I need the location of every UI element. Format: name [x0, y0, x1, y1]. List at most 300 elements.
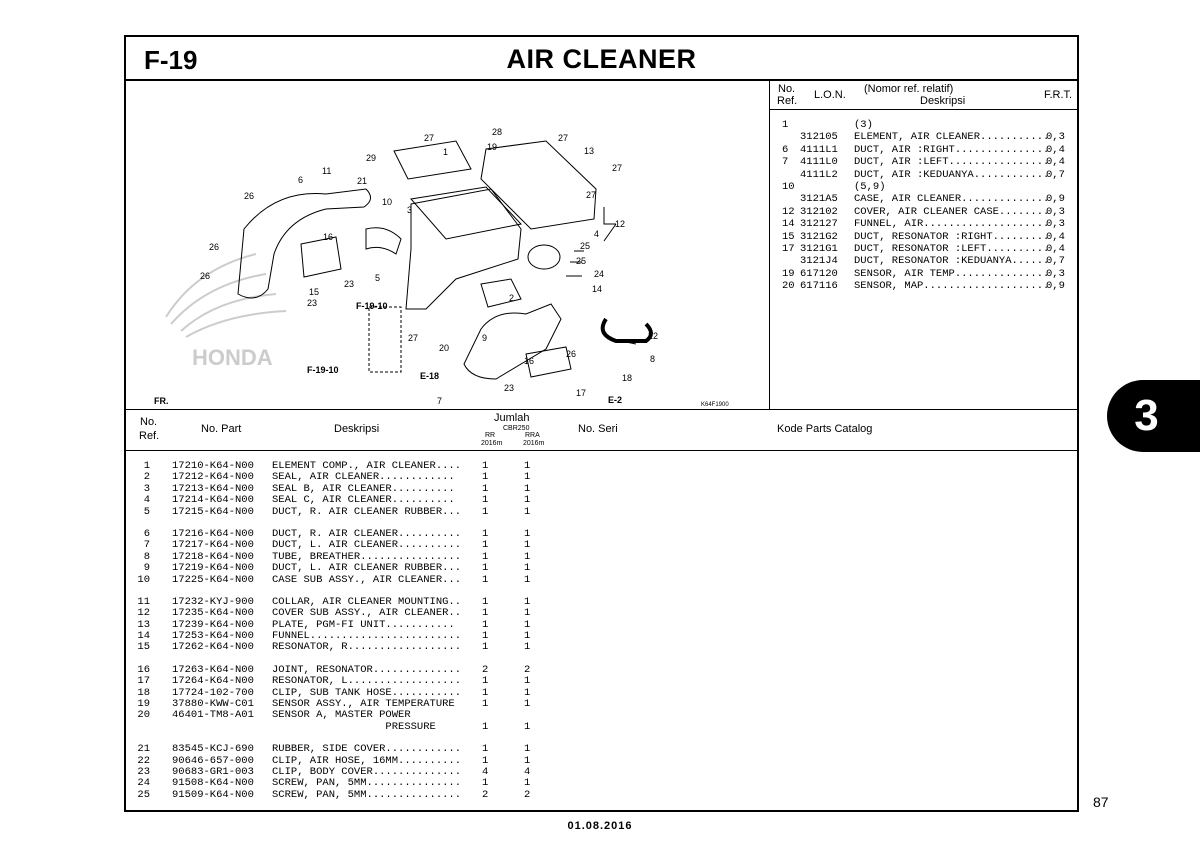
parts-header-part: No. Part: [201, 423, 242, 435]
callout-label: 13: [584, 146, 595, 156]
duct-rubber-part: [366, 228, 401, 254]
lon-row: [770, 119, 1077, 131]
part-rra: 1: [524, 460, 531, 472]
part-part: 17213-K64-N00: [172, 482, 254, 495]
part-part: 90646-657-000: [172, 754, 254, 767]
lon-row: [770, 268, 1077, 280]
lon-frt: 0,4: [1046, 242, 1065, 255]
part-rr: 1: [482, 630, 489, 643]
part-rra: 1: [524, 595, 531, 608]
callout-label: 24: [594, 269, 605, 279]
lon-frt: 0,4: [1046, 156, 1065, 169]
part-desc: PRESSURE: [272, 720, 436, 733]
part-ref: 20: [137, 709, 150, 722]
callout-label: 8: [650, 354, 656, 364]
part-ref: 22: [137, 754, 150, 767]
part-rra: 1: [524, 562, 531, 575]
part-desc: RESONATOR, L..................: [272, 675, 462, 688]
lon-lon: 312105: [800, 131, 838, 144]
callout-label: 22: [648, 331, 659, 341]
lon-lon: 4111L1: [800, 143, 838, 156]
lon-table: [770, 79, 1077, 409]
lon-row: [770, 255, 1077, 267]
lon-frt: 0,9: [1046, 280, 1065, 293]
part-rr: 1: [482, 754, 489, 767]
callout-label: 29: [366, 153, 377, 163]
lon-desc: (5,9): [854, 180, 886, 193]
parts-table-body: [126, 461, 1077, 801]
part-part: 46401-TM8-A01: [172, 709, 254, 722]
callout-label: 26: [209, 242, 220, 252]
part-ref: 4: [143, 494, 150, 507]
callout-label: 26: [200, 271, 211, 281]
part-part: 17235-K64-N00: [172, 607, 254, 620]
part-rra: 1: [524, 505, 531, 518]
part-ref: 17: [137, 675, 150, 688]
page-title: AIR CLEANER: [506, 44, 697, 74]
lon-ref: 7: [782, 156, 789, 169]
parts-header-seri: No. Seri: [578, 423, 618, 435]
part-desc: COVER SUB ASSY., AIR CLEANER..: [272, 607, 462, 620]
part-desc: FUNNEL........................: [272, 630, 462, 643]
part-desc: SENSOR ASSY., AIR TEMPERATURE: [272, 698, 455, 711]
lon-row: [770, 243, 1077, 255]
lon-table-header: [770, 79, 1077, 110]
part-rr: 1: [482, 505, 489, 518]
part-row: [126, 575, 1077, 586]
lon-row: [770, 218, 1077, 230]
part-row: [126, 507, 1077, 518]
air-case-part: [406, 189, 521, 309]
lon-frt: 0,4: [1046, 143, 1065, 156]
lon-lon: 312102: [800, 205, 838, 218]
callout-label: 12: [615, 219, 626, 229]
lon-row: [770, 144, 1077, 156]
part-desc: DUCT, R. AIR CLEANER..........: [272, 527, 462, 540]
part-ref: 21: [137, 743, 150, 756]
part-desc: JOINT, RESONATOR..............: [272, 663, 462, 676]
part-rr: 1: [482, 720, 489, 733]
callout-label: 21: [357, 176, 368, 186]
part-ref: 9: [143, 562, 150, 575]
lon-row: [770, 193, 1077, 205]
callout-label: 27: [424, 133, 435, 143]
resonator-right-part: [301, 237, 341, 277]
lon-ref: 14: [782, 218, 795, 231]
chapter-tab: 3: [1107, 380, 1200, 452]
part-row: [126, 688, 1077, 699]
lon-lon: 4111L2: [800, 168, 838, 181]
part-desc: SEAL B, AIR CLEANER..........: [272, 482, 455, 495]
funnel-part: [528, 245, 560, 269]
lon-frt: 0,3: [1046, 131, 1065, 144]
part-part: 17263-K64-N00: [172, 663, 254, 676]
callout-label: 23: [344, 279, 355, 289]
part-ref: 5: [143, 505, 150, 518]
part-rra: 1: [524, 630, 531, 643]
lon-frt: 0,7: [1046, 255, 1065, 268]
callout-label: 7: [437, 396, 443, 406]
lon-desc: ELEMENT, AIR CLEANER...........: [854, 131, 1050, 144]
lon-row: [770, 169, 1077, 181]
part-rra: 1: [524, 494, 531, 507]
callout-label: 16: [524, 356, 535, 366]
part-ref: 12: [137, 607, 150, 620]
parts-header-rr-year: 2016m: [481, 440, 503, 447]
part-desc: SENSOR A, MASTER POWER: [272, 709, 411, 722]
lon-ref: 20: [782, 280, 795, 293]
part-rr: 1: [482, 686, 489, 699]
part-part: 91509-K64-N00: [172, 788, 254, 801]
part-ref: 13: [137, 618, 150, 631]
lon-header-frt: F.R.T.: [1044, 89, 1073, 101]
lon-row: [770, 156, 1077, 168]
part-part: 17218-K64-N00: [172, 550, 254, 563]
page-header: [126, 37, 1077, 81]
part-desc: SEAL C, AIR CLEANER..........: [272, 494, 455, 507]
part-desc: SCREW, PAN, 5MM...............: [272, 777, 462, 790]
callout-label: 28: [492, 127, 503, 137]
lon-frt: 0,3: [1046, 205, 1065, 218]
part-desc: DUCT, L. AIR CLEANER RUBBER...: [272, 562, 462, 575]
callout-label: 15: [309, 287, 320, 297]
lon-frt: 0,3: [1046, 267, 1065, 280]
callout-label: 16: [323, 232, 334, 242]
cover-part: [481, 141, 596, 229]
callout-label: 17: [576, 388, 587, 398]
callout-label: 27: [612, 163, 623, 173]
parts-table-header: [126, 409, 1077, 451]
part-rr: 1: [482, 550, 489, 563]
part-part: 17253-K64-N00: [172, 630, 254, 643]
part-rr: 1: [482, 471, 489, 484]
part-ref: 19: [137, 698, 150, 711]
part-part: 17216-K64-N00: [172, 527, 254, 540]
part-rra: 1: [524, 675, 531, 688]
part-row: [126, 540, 1077, 551]
part-rra: 1: [524, 573, 531, 586]
air-element-part: [394, 141, 471, 179]
parts-header-no: No.: [140, 416, 158, 428]
part-desc: DUCT, R. AIR CLEANER RUBBER...: [272, 505, 462, 518]
part-ref: 7: [143, 539, 150, 552]
lon-frt: 0,4: [1046, 230, 1065, 243]
part-row: [126, 529, 1077, 540]
part-part: 90683-GR1-003: [172, 765, 254, 778]
callout-label: 9: [482, 333, 488, 343]
part-ref: 2: [143, 471, 150, 484]
lon-ref: 6: [782, 143, 789, 156]
callout-label: 10: [382, 197, 393, 207]
part-rr: 1: [482, 460, 489, 472]
part-row: [126, 756, 1077, 767]
duct-rubber-left-part: [481, 279, 521, 307]
lon-desc: SENSOR, AIR TEMP...............: [854, 267, 1050, 280]
lon-lon: 3121G1: [800, 242, 838, 255]
part-part: 17225-K64-N00: [172, 573, 254, 586]
part-part: 83545-KCJ-690: [172, 743, 254, 756]
parts-header-ref: Ref.: [139, 430, 160, 442]
lon-row: [770, 280, 1077, 292]
callout-label: F-19-10: [307, 365, 339, 375]
part-rr: 4: [482, 765, 489, 778]
part-ref: 18: [137, 686, 150, 699]
lon-frt: 0,3: [1046, 218, 1065, 231]
part-part: 37880-KWW-C01: [172, 698, 254, 711]
part-desc: RUBBER, SIDE COVER............: [272, 743, 462, 756]
part-row: [126, 710, 1077, 721]
part-rra: 1: [524, 698, 531, 711]
lon-lon: 617116: [800, 280, 838, 293]
part-row: [126, 631, 1077, 642]
lon-rows: [770, 119, 1077, 292]
parts-header-rra: RRA: [525, 432, 540, 439]
lon-desc: COVER, AIR CLEANER CASE........: [854, 205, 1050, 218]
exploded-diagram: [126, 79, 770, 409]
section-code: F-19: [144, 45, 198, 75]
callout-label: 23: [504, 383, 515, 393]
part-desc: RESONATOR, R..................: [272, 641, 462, 654]
lon-desc: DUCT, AIR :KEDUANYA............: [854, 168, 1050, 181]
lon-row: [770, 206, 1077, 218]
part-ref: 14: [137, 630, 150, 643]
part-ref: 1: [143, 460, 150, 472]
part-row: [126, 642, 1077, 653]
lon-ref: 15: [782, 230, 795, 243]
lon-lon: 617120: [800, 267, 838, 280]
callout-label: 18: [622, 373, 633, 383]
lon-lon: 3121J4: [800, 255, 838, 268]
part-row: [126, 461, 1077, 472]
part-row: [126, 722, 1077, 733]
part-desc: ELEMENT COMP., AIR CLEANER....: [272, 460, 462, 472]
callout-label: 11: [322, 166, 332, 176]
callout-label: 26: [244, 191, 255, 201]
callout-label: 4: [594, 229, 600, 239]
part-rr: 1: [482, 743, 489, 756]
lon-lon: 312127: [800, 218, 838, 231]
part-rra: 1: [524, 527, 531, 540]
part-rr: 1: [482, 562, 489, 575]
part-row: [126, 790, 1077, 801]
part-part: 17264-K64-N00: [172, 675, 254, 688]
parts-header-rr: RR: [485, 432, 496, 439]
lon-desc: DUCT, AIR :LEFT................: [854, 156, 1050, 169]
part-rr: 1: [482, 494, 489, 507]
parts-header-deskripsi: Deskripsi: [334, 423, 380, 435]
callout-label: FR.: [154, 396, 169, 406]
lon-row: [770, 131, 1077, 143]
part-rr: 1: [482, 527, 489, 540]
lon-desc: (3): [854, 119, 873, 131]
lon-lon: 3121G2: [800, 230, 838, 243]
part-desc: DUCT, L. AIR CLEANER..........: [272, 539, 462, 552]
bracket-part: [369, 307, 401, 372]
part-row: [126, 665, 1077, 676]
lon-ref: 1: [782, 119, 789, 131]
part-desc: PLATE, PGM-FI UNIT...........: [272, 618, 455, 631]
diagram-code: K64F1900: [701, 402, 729, 408]
part-row: [126, 676, 1077, 687]
lon-lon: 4111L0: [800, 156, 838, 169]
part-desc: CLIP, AIR HOSE, 16MM..........: [272, 754, 462, 767]
callout-label: E-18: [420, 371, 440, 381]
callout-label: 25: [576, 256, 587, 266]
lon-desc: DUCT, AIR :RIGHT...............: [854, 143, 1050, 156]
part-row: [126, 484, 1077, 495]
part-rra: 2: [524, 663, 531, 676]
callout-label: 2: [509, 293, 515, 303]
part-rra: 1: [524, 550, 531, 563]
part-rr: 1: [482, 573, 489, 586]
part-rra: 1: [524, 641, 531, 654]
part-rra: 1: [524, 686, 531, 699]
callout-label: F-19-10: [356, 301, 388, 311]
part-desc: CLIP, BODY COVER..............: [272, 765, 462, 778]
part-rr: 1: [482, 595, 489, 608]
part-rr: 1: [482, 539, 489, 552]
part-ref: 15: [137, 641, 150, 654]
part-ref: 16: [137, 663, 150, 676]
part-rra: 4: [524, 765, 531, 778]
callout-label: 6: [298, 175, 304, 185]
part-part: 17232-KYJ-900: [172, 595, 254, 608]
part-desc: TUBE, BREATHER................: [272, 550, 462, 563]
part-part: 17214-K64-N00: [172, 494, 254, 507]
air-cleaner-diagram-svg: [126, 79, 769, 409]
lon-lon: 3121A5: [800, 193, 838, 206]
part-rr: 1: [482, 641, 489, 654]
duct-left-part: [464, 304, 561, 379]
honda-wing-watermark: [166, 254, 286, 337]
part-rr: 1: [482, 607, 489, 620]
part-part: 17212-K64-N00: [172, 471, 254, 484]
honda-watermark: HONDA: [192, 345, 273, 370]
callout-label: 14: [592, 284, 603, 294]
lon-desc: DUCT, RESONATOR :RIGHT.........: [854, 230, 1050, 243]
footer-date: 01.08.2016: [567, 820, 633, 832]
part-rra: 1: [524, 471, 531, 484]
lon-header-deskripsi: Deskripsi: [920, 95, 966, 107]
lon-header-no: No.: [778, 83, 796, 95]
part-part: 17724-102-700: [172, 686, 254, 699]
part-ref: 24: [137, 777, 150, 790]
part-rr: 2: [482, 788, 489, 801]
part-row: [126, 563, 1077, 574]
lon-desc: SENSOR, MAP....................: [854, 280, 1050, 293]
part-part: 17219-K64-N00: [172, 562, 254, 575]
part-row: [126, 608, 1077, 619]
part-part: 17239-K64-N00: [172, 618, 254, 631]
part-ref: 25: [137, 788, 150, 801]
lon-row: [770, 181, 1077, 193]
parts-header-kode: Kode Parts Catalog: [777, 423, 873, 435]
callout-label: 23: [307, 298, 318, 308]
part-ref: 23: [137, 765, 150, 778]
parts-header-jumlah: Jumlah: [494, 412, 530, 424]
part-ref: 8: [143, 550, 150, 563]
lon-row: [770, 231, 1077, 243]
lon-frt: 0,9: [1046, 193, 1065, 206]
callout-label: 27: [408, 333, 419, 343]
part-row: [126, 767, 1077, 778]
part-desc: CLIP, SUB TANK HOSE...........: [272, 686, 462, 699]
part-row: [126, 744, 1077, 755]
part-desc: COLLAR, AIR CLEANER MOUNTING..: [272, 595, 462, 608]
part-part: 17262-K64-N00: [172, 641, 254, 654]
part-ref: 10: [137, 573, 150, 586]
part-row: [126, 620, 1077, 631]
part-part: 17215-K64-N00: [172, 505, 254, 518]
callout-label: 19: [487, 142, 498, 152]
lon-header-ref: Ref.: [777, 95, 798, 107]
lon-header-nomor: (Nomor ref. relatif): [864, 83, 954, 95]
lon-desc: CASE, AIR CLEANER..............: [854, 193, 1050, 206]
part-rra: 1: [524, 618, 531, 631]
lon-desc: FUNNEL, AIR....................: [854, 218, 1050, 231]
part-row: [126, 778, 1077, 789]
callout-label: 27: [586, 190, 597, 200]
part-rra: 1: [524, 607, 531, 620]
part-desc: CASE SUB ASSY., AIR CLEANER...: [272, 573, 462, 586]
catalog-page-frame: [124, 35, 1079, 812]
lon-ref: 17: [782, 242, 795, 255]
part-rr: 1: [482, 675, 489, 688]
callout-label: 25: [580, 241, 591, 251]
lon-desc: DUCT, RESONATOR :KEDUANYA......: [854, 255, 1050, 268]
part-ref: 6: [143, 527, 150, 540]
part-row: [126, 472, 1077, 483]
part-rr: 1: [482, 698, 489, 711]
lon-ref: 12: [782, 205, 795, 218]
part-rra: 1: [524, 777, 531, 790]
part-ref: 11: [137, 595, 150, 608]
part-rra: 1: [524, 754, 531, 767]
part-rra: 1: [524, 720, 531, 733]
part-part: 91508-K64-N00: [172, 777, 254, 790]
part-rra: 1: [524, 482, 531, 495]
parts-header-model: CBR250: [503, 425, 530, 432]
part-row: [126, 495, 1077, 506]
callout-label: 1: [443, 147, 449, 157]
part-desc: SCREW, PAN, 5MM...............: [272, 788, 462, 801]
callout-label: 20: [439, 343, 450, 353]
lon-frt: 0,7: [1046, 168, 1065, 181]
part-rr: 2: [482, 663, 489, 676]
part-ref: 3: [143, 482, 150, 495]
part-rr: 1: [482, 618, 489, 631]
lon-ref: 10: [782, 180, 795, 193]
part-rra: 2: [524, 788, 531, 801]
breather-tube-part: [603, 319, 651, 341]
part-row: [126, 699, 1077, 710]
page-number: 87: [1093, 794, 1109, 810]
seal-part: [411, 187, 521, 239]
lon-desc: DUCT, RESONATOR :LEFT..........: [854, 242, 1050, 255]
part-rr: 1: [482, 777, 489, 790]
callout-label: 5: [375, 273, 381, 283]
callout-label: 27: [558, 133, 569, 143]
lon-header-lon: L.O.N.: [814, 89, 846, 101]
part-desc: SEAL, AIR CLEANER............: [272, 471, 455, 484]
callout-label: 26: [566, 349, 577, 359]
callout-label: E-2: [608, 395, 623, 405]
callout-label: 3: [407, 205, 413, 215]
part-row: [126, 552, 1077, 563]
part-rr: 1: [482, 482, 489, 495]
parts-header-rra-year: 2016m: [523, 440, 545, 447]
part-rra: 1: [524, 743, 531, 756]
